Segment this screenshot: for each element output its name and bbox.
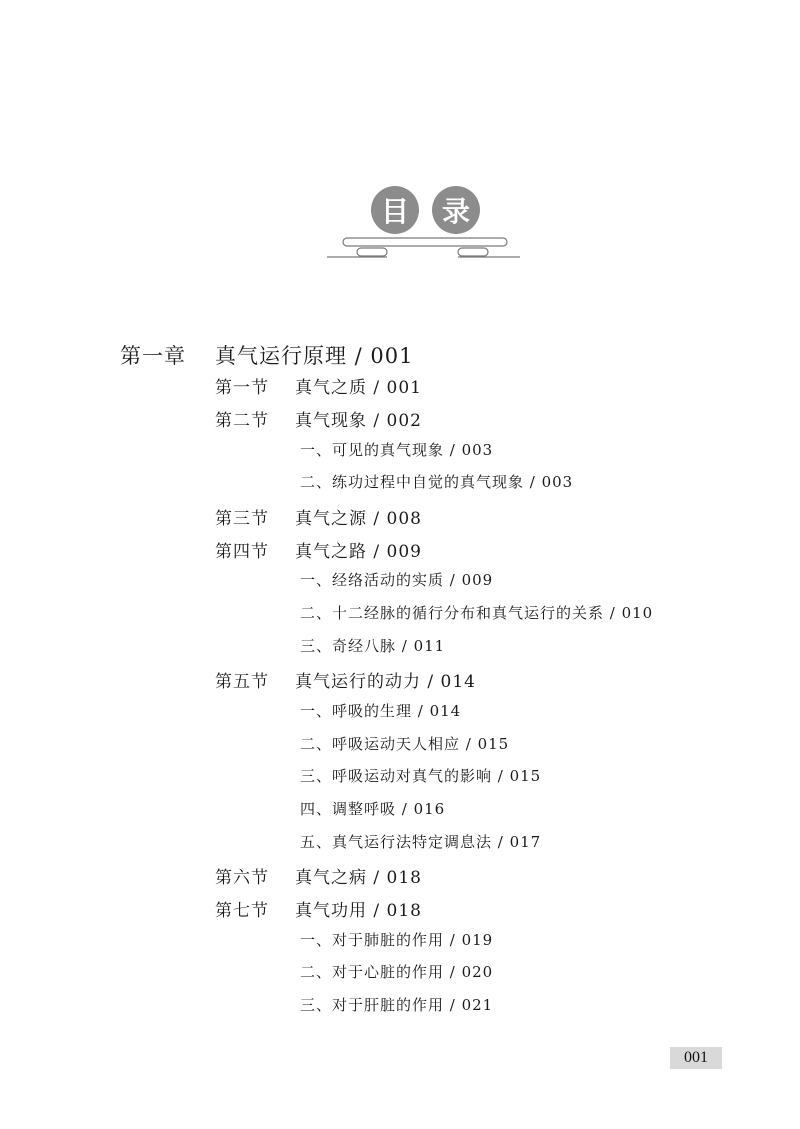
section-title: 真气功用 / 018 bbox=[295, 901, 422, 921]
toc-item[interactable]: 四、调整呼吸 / 016 bbox=[300, 800, 446, 818]
toc-item[interactable]: 二、十二经脉的循行分布和真气运行的关系 / 010 bbox=[300, 604, 654, 622]
section-label: 第七节 bbox=[215, 901, 269, 921]
toc-section[interactable] bbox=[215, 863, 422, 888]
toc-item[interactable]: 一、可见的真气现象 / 003 bbox=[300, 441, 494, 459]
section-label: 第五节 bbox=[215, 672, 269, 692]
toc-section[interactable] bbox=[215, 667, 476, 692]
section-title: 真气之质 / 001 bbox=[295, 378, 422, 398]
title-char-lu: 录 bbox=[432, 186, 480, 234]
decorative-bracket-ornament bbox=[325, 232, 525, 262]
section-title: 真气运行的动力 / 014 bbox=[295, 672, 476, 692]
toc-section[interactable] bbox=[215, 406, 422, 431]
toc-item[interactable]: 二、对于心脏的作用 / 020 bbox=[300, 963, 494, 981]
section-label: 第四节 bbox=[215, 542, 269, 562]
toc-item[interactable]: 一、经络活动的实质 / 009 bbox=[300, 571, 494, 589]
section-label: 第二节 bbox=[215, 411, 269, 431]
chapter-label: 第一章 bbox=[120, 344, 186, 368]
toc-section[interactable] bbox=[215, 373, 422, 398]
toc-item[interactable]: 三、奇经八脉 / 011 bbox=[300, 637, 446, 655]
toc-section[interactable] bbox=[215, 504, 422, 529]
toc-item[interactable]: 一、呼吸的生理 / 014 bbox=[300, 702, 462, 720]
toc-item[interactable]: 三、呼吸运动对真气的影响 / 015 bbox=[300, 767, 542, 785]
toc-item[interactable]: 二、练功过程中自觉的真气现象 / 003 bbox=[300, 473, 574, 491]
section-title: 真气之源 / 008 bbox=[295, 509, 422, 529]
section-label: 第六节 bbox=[215, 868, 269, 888]
page-number: 001 bbox=[670, 1047, 722, 1069]
title-char-mu: 目 bbox=[371, 186, 419, 234]
toc-header bbox=[0, 0, 800, 280]
toc-item[interactable]: 二、呼吸运动天人相应 / 015 bbox=[300, 735, 510, 753]
toc-section[interactable] bbox=[215, 537, 422, 562]
toc-section[interactable] bbox=[215, 896, 422, 921]
section-title: 真气之病 / 018 bbox=[295, 868, 422, 888]
toc-chapter-1[interactable] bbox=[120, 340, 414, 370]
toc-item[interactable]: 一、对于肺脏的作用 / 019 bbox=[300, 931, 494, 949]
section-label: 第三节 bbox=[215, 509, 269, 529]
chapter-title: 真气运行原理 / 001 bbox=[215, 344, 414, 368]
section-title: 真气现象 / 002 bbox=[295, 411, 422, 431]
toc-item[interactable]: 五、真气运行法特定调息法 / 017 bbox=[300, 833, 542, 851]
section-title: 真气之路 / 009 bbox=[295, 542, 422, 562]
section-label: 第一节 bbox=[215, 378, 269, 398]
toc-item[interactable]: 三、对于肝脏的作用 / 021 bbox=[300, 996, 494, 1014]
